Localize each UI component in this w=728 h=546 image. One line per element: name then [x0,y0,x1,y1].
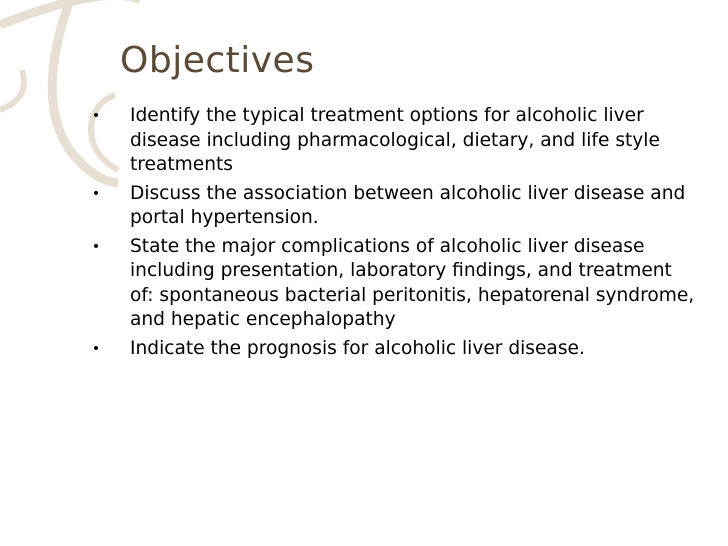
list-item [90,235,700,333]
list-item-text: State the major complications of alcoholic liver disease including presentation, laboratory findings, and treatment of: spontaneous bacterial peritonitis, hepatorenal syndrome, and hepatic encephalopathy [130,235,695,330]
bullet-icon: • [91,185,101,202]
slide-title: Objectives [120,40,315,81]
bullet-icon: • [91,340,101,357]
objectives-list [90,104,700,365]
list-item [90,337,700,362]
list-item-text: Discuss the association between alcoholic liver disease and portal hypertension. [130,182,686,228]
list-item [90,182,700,231]
bullet-icon: • [91,238,101,255]
list-item [90,104,700,178]
bullet-icon: • [91,108,101,124]
list-item-text: Indicate the prognosis for alcoholic liver disease. [130,337,585,359]
list-item-text: Identify the typical treatment options for alcoholic liver disease including pharmacological, dietary, and life style treatments [130,105,660,175]
